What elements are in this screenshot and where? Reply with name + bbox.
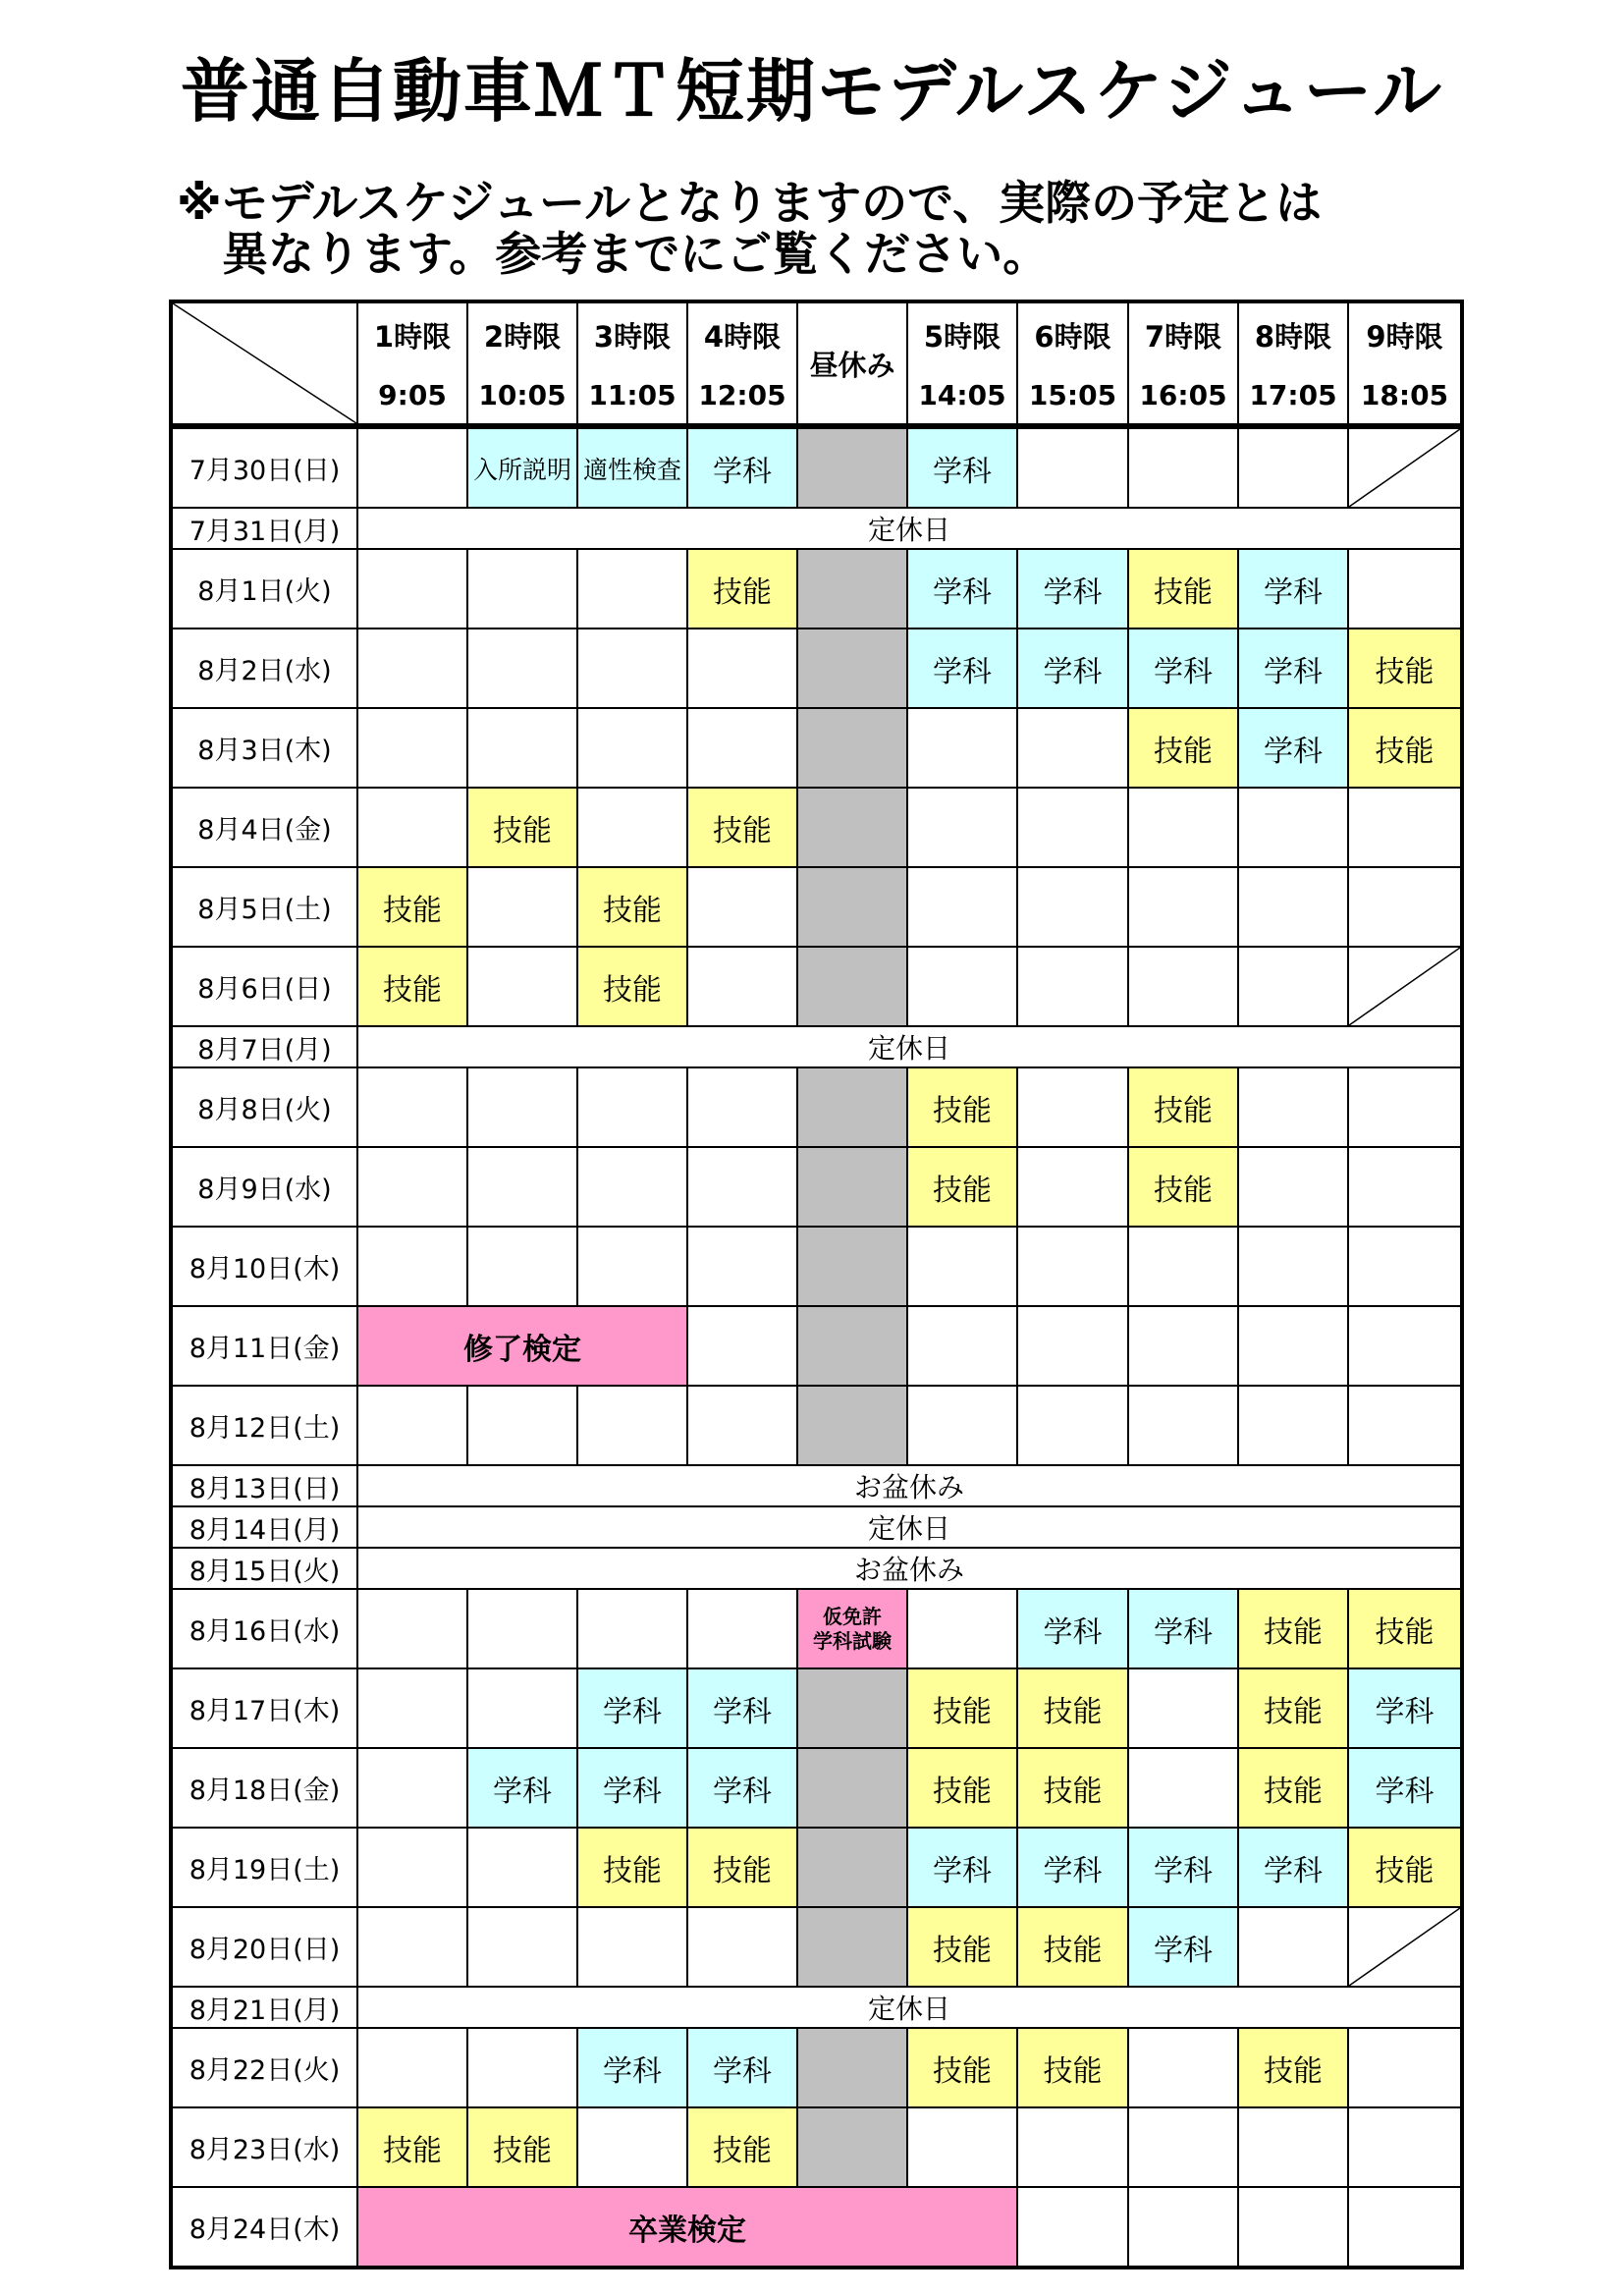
- empty-slot-cell: [1017, 2187, 1128, 2268]
- schedule-table: [169, 300, 1464, 2269]
- lecture-cell: 学科: [907, 549, 1017, 629]
- period-header-7: 7時限 16:05: [1128, 301, 1238, 426]
- corner-cell: [171, 301, 357, 426]
- empty-slot-cell: [357, 1589, 467, 1668]
- schedule-row: [171, 947, 1462, 1026]
- driving-lesson-cell: 技能: [1348, 708, 1462, 788]
- lecture-cell: 学科: [467, 1748, 577, 1828]
- disclaimer-note: [177, 179, 1322, 280]
- driving-lesson-cell: 技能: [1348, 1589, 1462, 1668]
- lecture-cell: 学科: [1017, 629, 1128, 708]
- empty-slot-cell: [357, 1668, 467, 1748]
- empty-slot-cell: [467, 1668, 577, 1748]
- empty-slot-cell: [1238, 1386, 1348, 1465]
- driving-lesson-cell: 技能: [907, 1668, 1017, 1748]
- unavailable-cell: [1348, 426, 1462, 508]
- driving-lesson-cell: 技能: [1017, 2028, 1128, 2107]
- empty-slot-cell: [1017, 1386, 1128, 1465]
- empty-slot-cell: [907, 1589, 1017, 1668]
- empty-slot-cell: [1017, 708, 1128, 788]
- empty-slot-cell: [577, 1907, 687, 1987]
- graduation-exam-cell: 卒業検定: [357, 2187, 1017, 2268]
- schedule-row: [171, 2107, 1462, 2187]
- aptitude-test-cell: 適性検査: [577, 426, 687, 508]
- empty-slot-cell: [1017, 2107, 1128, 2187]
- driving-lesson-cell: 技能: [357, 867, 467, 947]
- empty-slot-cell: [1128, 947, 1238, 1026]
- empty-slot-cell: [467, 1386, 577, 1465]
- date-cell: 8月23日(水): [171, 2107, 357, 2187]
- empty-slot-cell: [687, 1067, 797, 1147]
- schedule-row: [171, 788, 1462, 867]
- lecture-cell: 学科: [1017, 549, 1128, 629]
- driving-lesson-cell: 技能: [1238, 1668, 1348, 1748]
- driving-lesson-cell: 技能: [687, 788, 797, 867]
- lunch-break-cell: [797, 2028, 907, 2107]
- empty-slot-cell: [577, 1147, 687, 1227]
- empty-slot-cell: [467, 1227, 577, 1306]
- empty-slot-cell: [577, 1589, 687, 1668]
- lecture-cell: 学科: [687, 2028, 797, 2107]
- schedule-row: [171, 1828, 1462, 1907]
- lunch-header: 昼休み: [797, 301, 907, 426]
- date-cell: 8月16日(水): [171, 1589, 357, 1668]
- lecture-cell: 学科: [577, 1668, 687, 1748]
- empty-slot-cell: [467, 1147, 577, 1227]
- empty-slot-cell: [357, 426, 467, 508]
- empty-slot-cell: [907, 1386, 1017, 1465]
- empty-slot-cell: [907, 708, 1017, 788]
- schedule-row: [171, 1147, 1462, 1227]
- empty-slot-cell: [1017, 1147, 1128, 1227]
- empty-slot-cell: [467, 1589, 577, 1668]
- lunch-break-cell: [797, 1668, 907, 1748]
- schedule-row: [171, 1987, 1462, 2028]
- schedule-row: [171, 1386, 1462, 1465]
- empty-slot-cell: [907, 947, 1017, 1026]
- date-cell: 8月5日(土): [171, 867, 357, 947]
- empty-slot-cell: [1348, 2028, 1462, 2107]
- empty-slot-cell: [1128, 1227, 1238, 1306]
- lunch-break-cell: [797, 1147, 907, 1227]
- note-line-1: ※モデルスケジュールとなりますので、実際の予定とは: [177, 177, 1323, 231]
- driving-lesson-cell: 技能: [577, 947, 687, 1026]
- empty-slot-cell: [907, 1306, 1017, 1386]
- empty-slot-cell: [357, 1227, 467, 1306]
- date-cell: 8月14日(月): [171, 1506, 357, 1548]
- schedule-row: [171, 867, 1462, 947]
- empty-slot-cell: [577, 549, 687, 629]
- unavailable-cell: [1348, 1907, 1462, 1987]
- lecture-cell: 学科: [1128, 1589, 1238, 1668]
- lecture-cell: 学科: [1128, 1907, 1238, 1987]
- date-cell: 8月10日(木): [171, 1227, 357, 1306]
- date-cell: 8月19日(土): [171, 1828, 357, 1907]
- empty-slot-cell: [577, 629, 687, 708]
- lecture-cell: 学科: [1348, 1668, 1462, 1748]
- no-class-diagonal: [1349, 1908, 1460, 1986]
- closed-day-cell: 定休日: [357, 508, 1462, 549]
- date-cell: 8月24日(木): [171, 2187, 357, 2268]
- closed-day-cell: 定休日: [357, 1987, 1462, 2028]
- note-line-2: 異なります。参考までにご覧ください。: [222, 227, 1050, 282]
- empty-slot-cell: [577, 1386, 687, 1465]
- empty-slot-cell: [357, 788, 467, 867]
- date-cell: 8月11日(金): [171, 1306, 357, 1386]
- schedule-row: [171, 1668, 1462, 1748]
- schedule-row: [171, 2028, 1462, 2107]
- empty-slot-cell: [467, 867, 577, 947]
- empty-slot-cell: [1238, 947, 1348, 1026]
- lunch-break-cell: [797, 708, 907, 788]
- lunch-break-cell: [797, 2107, 907, 2187]
- obon-holiday-cell: お盆休み: [357, 1548, 1462, 1589]
- lunch-break-cell: [797, 426, 907, 508]
- empty-slot-cell: [1238, 867, 1348, 947]
- schedule-row: [171, 629, 1462, 708]
- empty-slot-cell: [1348, 2187, 1462, 2268]
- driving-lesson-cell: 技能: [1128, 1067, 1238, 1147]
- empty-slot-cell: [907, 2107, 1017, 2187]
- driving-lesson-cell: 技能: [1017, 1668, 1128, 1748]
- empty-slot-cell: [467, 1067, 577, 1147]
- driving-lesson-cell: 技能: [467, 2107, 577, 2187]
- lecture-cell: 学科: [1128, 629, 1238, 708]
- lecture-cell: 学科: [907, 629, 1017, 708]
- period-header-1: 1時限 9:05: [357, 301, 467, 426]
- lecture-cell: 学科: [1238, 1828, 1348, 1907]
- lecture-cell: 学科: [907, 1828, 1017, 1907]
- lunch-break-cell: [797, 1907, 907, 1987]
- driving-lesson-cell: 技能: [1348, 1828, 1462, 1907]
- empty-slot-cell: [687, 1147, 797, 1227]
- driving-lesson-cell: 技能: [687, 1828, 797, 1907]
- empty-slot-cell: [467, 1907, 577, 1987]
- empty-slot-cell: [687, 947, 797, 1026]
- schedule-row: [171, 549, 1462, 629]
- empty-slot-cell: [1238, 426, 1348, 508]
- date-cell: 8月7日(月): [171, 1026, 357, 1067]
- empty-slot-cell: [577, 788, 687, 867]
- lecture-cell: 学科: [1238, 629, 1348, 708]
- empty-slot-cell: [1348, 1147, 1462, 1227]
- date-cell: 8月12日(土): [171, 1386, 357, 1465]
- empty-slot-cell: [357, 1907, 467, 1987]
- lecture-cell: 学科: [1348, 1748, 1462, 1828]
- empty-slot-cell: [687, 867, 797, 947]
- empty-slot-cell: [577, 1067, 687, 1147]
- schedule-row: [171, 1026, 1462, 1067]
- date-cell: 8月18日(金): [171, 1748, 357, 1828]
- date-cell: 8月8日(火): [171, 1067, 357, 1147]
- empty-slot-cell: [1238, 1907, 1348, 1987]
- empty-slot-cell: [1238, 1227, 1348, 1306]
- driving-lesson-cell: 技能: [1017, 1748, 1128, 1828]
- empty-slot-cell: [1128, 1668, 1238, 1748]
- driving-lesson-cell: 技能: [1238, 2028, 1348, 2107]
- empty-slot-cell: [467, 708, 577, 788]
- empty-slot-cell: [687, 1227, 797, 1306]
- unavailable-cell: [1348, 947, 1462, 1026]
- empty-slot-cell: [1348, 788, 1462, 867]
- empty-slot-cell: [1348, 1067, 1462, 1147]
- empty-slot-cell: [1238, 1306, 1348, 1386]
- lecture-cell: 学科: [1017, 1828, 1128, 1907]
- period-header-2: 2時限 10:05: [467, 301, 577, 426]
- schedule-row: [171, 1548, 1462, 1589]
- driving-lesson-cell: 技能: [577, 1828, 687, 1907]
- header-row: [171, 301, 1462, 426]
- driving-lesson-cell: 技能: [357, 947, 467, 1026]
- driving-lesson-cell: 技能: [907, 1067, 1017, 1147]
- schedule-row: [171, 708, 1462, 788]
- driving-lesson-cell: 技能: [1238, 1589, 1348, 1668]
- empty-slot-cell: [687, 1907, 797, 1987]
- empty-slot-cell: [687, 1306, 797, 1386]
- schedule-row: [171, 1907, 1462, 1987]
- date-cell: 8月22日(火): [171, 2028, 357, 2107]
- empty-slot-cell: [687, 1589, 797, 1668]
- lunch-break-cell: [797, 1306, 907, 1386]
- lunch-break-cell: [797, 1828, 907, 1907]
- lecture-cell: 学科: [1238, 708, 1348, 788]
- schedule-row: [171, 426, 1462, 508]
- driving-lesson-cell: 技能: [907, 1748, 1017, 1828]
- schedule-row: [171, 1067, 1462, 1147]
- empty-slot-cell: [1348, 549, 1462, 629]
- closed-day-cell: 定休日: [357, 1026, 1462, 1067]
- empty-slot-cell: [1128, 2028, 1238, 2107]
- closed-day-cell: 定休日: [357, 1506, 1462, 1548]
- empty-slot-cell: [467, 549, 577, 629]
- lunch-break-cell: [797, 867, 907, 947]
- midterm-exam-cell: 修了検定: [357, 1306, 687, 1386]
- empty-slot-cell: [1238, 1147, 1348, 1227]
- lunch-break-cell: [797, 1227, 907, 1306]
- driving-lesson-cell: 技能: [467, 788, 577, 867]
- period-header-4: 4時限 12:05: [687, 301, 797, 426]
- lunch-break-cell: [797, 1748, 907, 1828]
- lecture-cell: 学科: [687, 1668, 797, 1748]
- karimen-line-2: 学科試験: [813, 1628, 892, 1653]
- date-cell: 8月13日(日): [171, 1465, 357, 1506]
- orientation-cell: 入所説明: [467, 426, 577, 508]
- empty-slot-cell: [357, 1748, 467, 1828]
- driving-lesson-cell: 技能: [687, 2107, 797, 2187]
- driving-lesson-cell: 技能: [1348, 629, 1462, 708]
- date-cell: 8月6日(日): [171, 947, 357, 1026]
- empty-slot-cell: [1017, 788, 1128, 867]
- provisional-license-test-cell: [797, 1589, 907, 1668]
- empty-slot-cell: [1238, 788, 1348, 867]
- driving-lesson-cell: 技能: [577, 867, 687, 947]
- driving-lesson-cell: 技能: [907, 2028, 1017, 2107]
- empty-slot-cell: [357, 629, 467, 708]
- empty-slot-cell: [1348, 1227, 1462, 1306]
- driving-lesson-cell: 技能: [907, 1907, 1017, 1987]
- date-cell: 7月30日(日): [171, 426, 357, 508]
- empty-slot-cell: [1017, 1227, 1128, 1306]
- date-cell: 8月20日(日): [171, 1907, 357, 1987]
- driving-lesson-cell: 技能: [1238, 1748, 1348, 1828]
- lecture-cell: 学科: [687, 1748, 797, 1828]
- empty-slot-cell: [357, 549, 467, 629]
- lunch-break-cell: [797, 788, 907, 867]
- date-cell: 8月21日(月): [171, 1987, 357, 2028]
- empty-slot-cell: [907, 788, 1017, 867]
- empty-slot-cell: [357, 2028, 467, 2107]
- empty-slot-cell: [907, 1227, 1017, 1306]
- empty-slot-cell: [1238, 2107, 1348, 2187]
- schedule-row: [171, 1465, 1462, 1506]
- date-cell: 8月17日(木): [171, 1668, 357, 1748]
- empty-slot-cell: [1128, 1306, 1238, 1386]
- lunch-break-cell: [797, 549, 907, 629]
- driving-lesson-cell: 技能: [357, 2107, 467, 2187]
- schedule-row: [171, 1227, 1462, 1306]
- empty-slot-cell: [1128, 2107, 1238, 2187]
- schedule-row: [171, 1748, 1462, 1828]
- empty-slot-cell: [1017, 1306, 1128, 1386]
- empty-slot-cell: [907, 867, 1017, 947]
- lecture-cell: 学科: [577, 1748, 687, 1828]
- empty-slot-cell: [1348, 1306, 1462, 1386]
- period-header-5: 5時限 14:05: [907, 301, 1017, 426]
- empty-slot-cell: [577, 708, 687, 788]
- schedule-row: [171, 2187, 1462, 2268]
- driving-lesson-cell: 技能: [907, 1147, 1017, 1227]
- no-class-diagonal: [1349, 429, 1460, 507]
- lecture-cell: 学科: [907, 426, 1017, 508]
- driving-lesson-cell: 技能: [687, 549, 797, 629]
- lunch-break-cell: [797, 1067, 907, 1147]
- empty-slot-cell: [577, 1227, 687, 1306]
- empty-slot-cell: [1238, 2187, 1348, 2268]
- date-cell: 8月2日(水): [171, 629, 357, 708]
- empty-slot-cell: [467, 947, 577, 1026]
- driving-lesson-cell: 技能: [1017, 1907, 1128, 1987]
- lunch-break-cell: [797, 1386, 907, 1465]
- empty-slot-cell: [1128, 426, 1238, 508]
- empty-slot-cell: [1348, 1386, 1462, 1465]
- lecture-cell: 学科: [577, 2028, 687, 2107]
- lecture-cell: 学科: [1238, 549, 1348, 629]
- empty-slot-cell: [1017, 947, 1128, 1026]
- empty-slot-cell: [1128, 2187, 1238, 2268]
- date-cell: 8月9日(水): [171, 1147, 357, 1227]
- date-cell: 8月4日(金): [171, 788, 357, 867]
- lecture-cell: 学科: [1017, 1589, 1128, 1668]
- empty-slot-cell: [1128, 1748, 1238, 1828]
- schedule-row: [171, 508, 1462, 549]
- empty-slot-cell: [357, 1147, 467, 1227]
- schedule-row: [171, 1306, 1462, 1386]
- lunch-break-cell: [797, 629, 907, 708]
- empty-slot-cell: [1128, 788, 1238, 867]
- empty-slot-cell: [1017, 867, 1128, 947]
- empty-slot-cell: [357, 1067, 467, 1147]
- empty-slot-cell: [357, 1828, 467, 1907]
- driving-lesson-cell: 技能: [1128, 549, 1238, 629]
- empty-slot-cell: [577, 2107, 687, 2187]
- empty-slot-cell: [357, 1386, 467, 1465]
- date-cell: 8月1日(火): [171, 549, 357, 629]
- empty-slot-cell: [357, 708, 467, 788]
- driving-lesson-cell: 技能: [1128, 708, 1238, 788]
- date-cell: 7月31日(月): [171, 508, 357, 549]
- empty-slot-cell: [687, 1386, 797, 1465]
- schedule-row: [171, 1506, 1462, 1548]
- empty-slot-cell: [1128, 1386, 1238, 1465]
- date-cell: 8月15日(火): [171, 1548, 357, 1589]
- empty-slot-cell: [1017, 426, 1128, 508]
- empty-slot-cell: [1348, 867, 1462, 947]
- empty-slot-cell: [1017, 1067, 1128, 1147]
- lecture-cell: 学科: [687, 426, 797, 508]
- page-title: 普通自動車ＭＴ短期モデルスケジュール: [180, 51, 1444, 132]
- period-header-8: 8時限 17:05: [1238, 301, 1348, 426]
- empty-slot-cell: [687, 708, 797, 788]
- empty-slot-cell: [467, 2028, 577, 2107]
- empty-slot-cell: [1238, 1067, 1348, 1147]
- empty-slot-cell: [1128, 867, 1238, 947]
- no-class-diagonal: [1349, 948, 1460, 1025]
- empty-slot-cell: [687, 629, 797, 708]
- period-header-3: 3時限 11:05: [577, 301, 687, 426]
- period-header-6: 6時限 15:05: [1017, 301, 1128, 426]
- empty-slot-cell: [1348, 2107, 1462, 2187]
- driving-lesson-cell: 技能: [1128, 1147, 1238, 1227]
- period-header-9: 9時限 18:05: [1348, 301, 1462, 426]
- lecture-cell: 学科: [1128, 1828, 1238, 1907]
- empty-slot-cell: [467, 629, 577, 708]
- lunch-break-cell: [797, 947, 907, 1026]
- date-cell: 8月3日(木): [171, 708, 357, 788]
- karimen-line-1: 仮免許: [823, 1604, 882, 1628]
- schedule-row: [171, 1589, 1462, 1668]
- empty-slot-cell: [467, 1828, 577, 1907]
- obon-holiday-cell: お盆休み: [357, 1465, 1462, 1506]
